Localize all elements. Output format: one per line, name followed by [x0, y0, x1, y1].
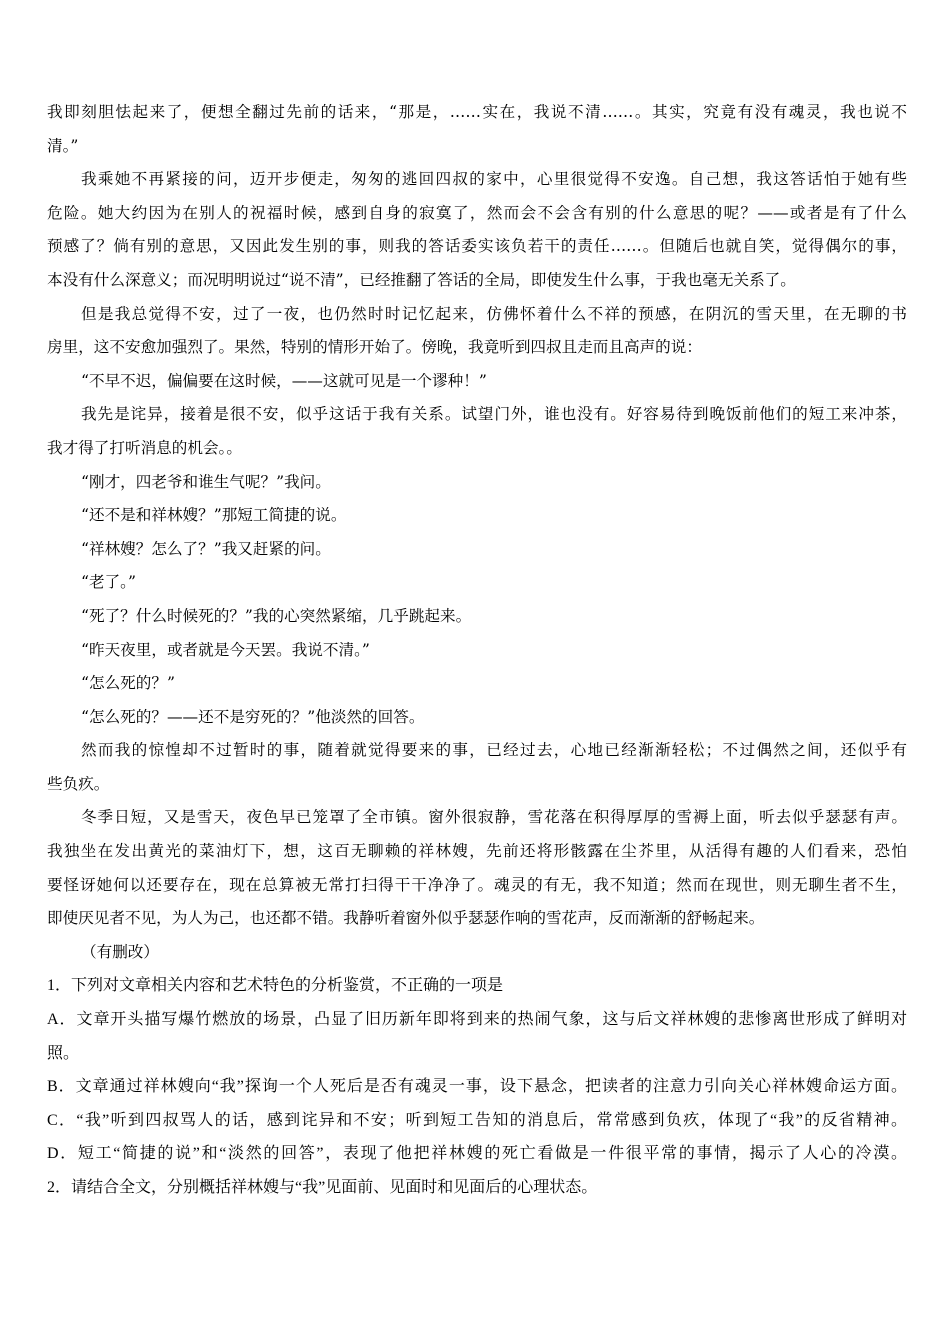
text-line: 些负疚。 [47, 774, 110, 793]
question-2: 2．请结合全文，分别概括祥林嫂与“我”见面前、见面时和见面后的心理状态。 [47, 1179, 598, 1196]
paragraph-line: 但是我总觉得不安，过了一夜，也仍然时时记忆起来，仿佛怀着什么不祥的预感，在阴沉的雪天里，在无聊的书 [81, 304, 907, 323]
dialogue-line: “死了？什么时候死的？”我的心突然紧缩，几乎跳起来。 [81, 606, 472, 625]
text-line: 清。” [47, 136, 79, 155]
option-c: C．“我”听到四叔骂人的话，感到诧异和不安；听到短工告知的消息后，常常感到负疚，体现了“我”的反省精神。 [47, 1111, 907, 1129]
text-line: 即使厌见者不见，为人为己，也还都不错。我静听着窗外似乎瑟瑟作响的雪花声，反而渐渐的舒畅起来。 [47, 909, 765, 928]
option-d: D．短工“简捷的说”和“淡然的回答”，表现了他把祥林嫂的死亡看做是一件很平常的事情，揭示了人心的冷漠。 [47, 1145, 907, 1163]
question-1: 1．下列对文章相关内容和艺术特色的分析鉴赏，不正确的一项是 [47, 977, 504, 995]
option-a: A．文章开头描写爆竹燃放的场景，凸显了旧历新年即将到来的热闹气象，这与后文祥林嫂的悲惨离世形成了鲜明对 [47, 1011, 907, 1029]
text-line: 我即刻胆怯起来了，便想全翻过先前的话来，“那是，……实在，我说不清……。其实，究竟有没有魂灵，我也说不 [47, 103, 907, 121]
paragraph-line: 我先是诧异，接着是很不安，似乎这话于我有关系。试望门外，谁也没有。好容易待到晚饭前他们的短工来冲茶， [81, 405, 907, 424]
paragraph-line: 冬季日短，又是雪天，夜色早已笼罩了全市镇。窗外很寂静，雪花落在积得厚厚的雪褥上面，听去似乎瑟瑟有声。 [81, 808, 907, 827]
option-b: B．文章通过祥林嫂向“我”探询一个人死后是否有魂灵一事，设下悬念，把读者的注意力引向关心祥林嫂命运方面。 [47, 1078, 907, 1096]
dialogue-line: “刚才，四老爷和谁生气呢？”我问。 [81, 472, 331, 491]
text-line: 我独坐在发出黄光的菜油灯下，想，这百无聊赖的祥林嫂，先前还将形骸露在尘芥里，从活得有趣的人们看来，恐怕 [47, 842, 907, 861]
text-line: 预感了？倘有别的意思，又因此发生别的事，则我的答话委实该负若干的责任……。但随后也就自笑，觉得偶尔的事， [47, 237, 907, 256]
text-line: 我才得了打听消息的机会。。 [47, 438, 242, 457]
dialogue-line: “怎么死的？——还不是穷死的？”他淡然的回答。 [81, 707, 425, 726]
text-line: 危险。她大约因为在别人的祝福时候，感到自身的寂寞了，然而会不会含有别的什么意思的呢？——或者是有了什么 [47, 203, 907, 222]
option-a-continued: 照。 [47, 1044, 80, 1062]
text-line: 房里，这不安愈加强烈了。果然，特别的情形开始了。傍晚，我竟听到四叔且走而且高声的说： [47, 338, 702, 357]
dialogue-line: “昨天夜里，或者就是今天罢。我说不清。” [81, 640, 370, 659]
paragraph-line: 我乘她不再紧接的问，迈开步便走，匆匆的逃回四叔的家中，心里很觉得不安逸。自己想，我这答话怕于她有些 [81, 170, 907, 189]
source-note: （有删改） [81, 942, 159, 961]
document-page [47, 96, 907, 1205]
text-line: 本没有什么深意义；而况明明说过“说不清”，已经推翻了答话的全局，即使发生什么事，于我也毫无关系了。 [47, 270, 796, 289]
text-line: 要怪讶她何以还要存在，现在总算被无常打扫得干干净净了。魂灵的有无，我不知道；然而在现世，则无聊生者不生， [47, 875, 907, 894]
paragraph-line: 然而我的惊惶却不过暂时的事，随着就觉得要来的事，已经过去，心地已经渐渐轻松；不过偶然之间，还似乎有 [81, 741, 907, 760]
dialogue-line: “还不是和祥林嫂？”那短工简捷的说。 [81, 506, 347, 525]
dialogue-line: “怎么死的？” [81, 674, 175, 693]
dialogue-line: “老了。” [81, 573, 136, 592]
dialogue-line: “祥林嫂？怎么了？”我又赶紧的问。 [81, 539, 331, 558]
dialogue-line: “不早不迟，偏偏要在这时候，——这就可见是一个谬种！” [81, 371, 487, 390]
